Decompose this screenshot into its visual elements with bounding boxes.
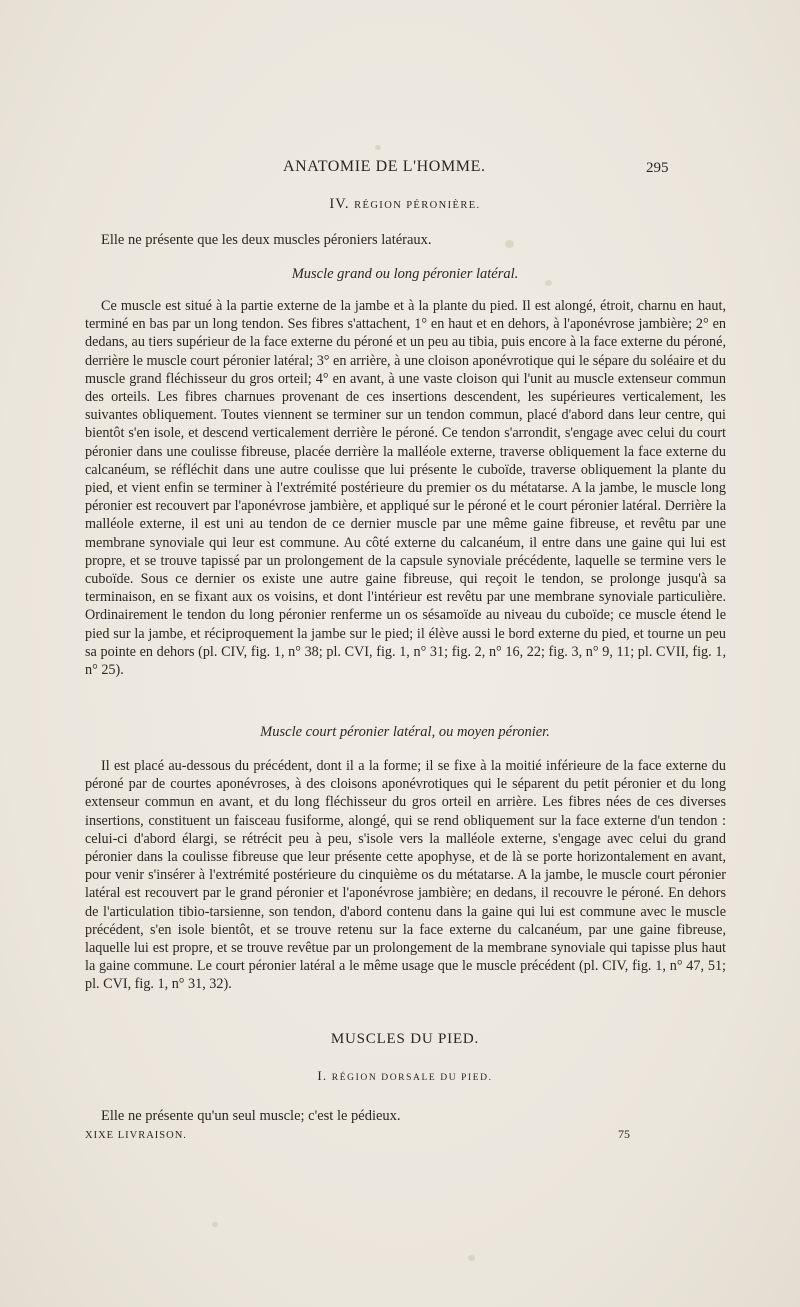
next-section-title: MUSCLES DU PIED. bbox=[330, 1031, 480, 1047]
page-footer bbox=[0, 1127, 800, 1147]
section-heading-short-peronier: Muscle court péronier latéral, ou moyen péronier. bbox=[260, 724, 550, 740]
foxing-spot bbox=[212, 1222, 218, 1227]
signature-mark: XIXE LIVRAISON. bbox=[85, 1130, 187, 1141]
foxing-spot bbox=[468, 1255, 475, 1261]
region-heading bbox=[85, 196, 725, 213]
section-heading-long-peronier: Muscle grand ou long péronier latéral. bbox=[291, 266, 519, 282]
subsection-intro: Elle ne présente qu'un seul muscle; c'est le pédieux. bbox=[101, 1108, 401, 1124]
region-intro: Elle ne présente que les deux muscles péroniers latéraux. bbox=[101, 232, 432, 248]
subsection-heading bbox=[85, 1068, 725, 1084]
subsection-numeral: I. bbox=[317, 1068, 328, 1083]
running-title: ANATOMIE DE L'HOMME. bbox=[283, 158, 486, 175]
section-body-long-peronier: Ce muscle est situé à la partie externe de la jambe et à la plante du pied. Il est alongé, étroit, charnu en haut, terminé en bas par un long tendon. Ses fibres s'attachent, 1° en haut et en dehors, à l'aponévrose jambière; 2° en dedans, au tiers supérieur de la face externe du péroné et un peu au tibia, puis encore à la face externe du péroné, derrière le muscle court péronier latéral; 3° en arrière, à une cloison aponévrotique qui le sépare du soléaire et du muscle grand fléchisseur du gros orteil; 4° en avant, à une vaste cloison qui l'unit au muscle extenseur commun des orteils. Les fibres charnues provenant de ces insertions descendent, les supérieures verticalement, les suivantes obliquement. Toutes viennent se terminer sur un tendon commun, placé d'abord dans leur centre, qui bientôt s'en isole, et descend verticalement derrière le péroné. Ce tendon s'arrondit, s'engage avec celui du court péronier dans une coulisse fibreuse, placée derrière la malléole externe, traverse obliquement la face externe du calcanéum, se réfléchit dans une autre coulisse que lui présente le cuboïde, traverse obliquement la plante du pied, et vient enfin se terminer à l'extrémité postérieure du premier os du métatarse. A la jambe, le muscle long péronier est recouvert par l'aponévrose jambière, et appliqué sur le péroné et le court péronier latéral. Derrière la malléole externe, il est uni au tendon de ce dernier muscle par une même gaine fibreuse, et revêtu par une membrane synoviale qui leur est commune. Au côté externe du calcanéum, il entre dans une gaine qui lui est propre, et se trouve tapissé par un prolongement de la capsule synoviale précédente, laquelle se termine vers le cuboïde. Sous ce dernier os existe une autre gaine fibreuse, qui reçoit le tendon, se prolonge jusqu'à sa terminaison, en se fixant aux os voisins, et dont l'intérieur est revêtu par une membrane synoviale particulière. Ordinairement le tendon du long péronier renferme un os sésamoïde au niveau du cuboïde; ce muscle étend le pied sur la jambe, et réciproquement la jambe sur le pied; il élève aussi le bord externe du pied, et tourne un peu sa pointe en dehors (pl. CIV, fig. 1, n° 38; pl. CVI, fig. 1, n° 31; fig. 2, n° 16, 22; fig. 3, n° 9, 11; pl. CVII, fig. 1, n° 25). bbox=[85, 298, 726, 679]
region-title: RÉGION PÉRONIÈRE. bbox=[354, 200, 481, 211]
signature-number: 75 bbox=[618, 1127, 630, 1141]
running-head bbox=[0, 158, 800, 182]
subsection-title: RÉGION DORSALE DU PIED. bbox=[331, 1073, 493, 1083]
page-number: 295 bbox=[646, 160, 669, 176]
foxing-spot bbox=[375, 145, 381, 150]
section-body-short-peronier: Il est placé au-dessous du précédent, dont il a la forme; il se fixe à la moitié inférieure de la face externe du péroné par de courtes aponévroses, à des cloisons aponévrotiques qui le séparent du petit péronier et du long extenseur commun en avant, et du long fléchisseur du gros orteil en arrière. Les fibres nées de ces diverses insertions, constituent un faisceau fusiforme, alongé, qui se rend obliquement sur la face externe d'un tendon : celui-ci d'abord élargi, se rétrécit peu à peu, s'isole vers la malléole externe, s'engage avec celui du grand péronier dans la coulisse fibreuse que leur présente cette apophyse, et de là se porte horizontalement en avant, pour venir s'insérer à l'extrémité postérieure du cinquième os du métatarse. A la jambe, le muscle court péronier latéral est recouvert par le grand péronier et l'aponévrose jambière; en dedans, il recouvre le péroné. En dehors de l'articulation tibio-tarsienne, son tendon, d'abord contenu dans la gaine qui lui est commune avec le muscle précédent, s'en isole bientôt, et se trouve retenu sur la face externe du calcanéum, par une gaine fibreuse, laquelle lui est propre, et se trouve revêtue par un prolongement de la membrane synoviale qui tapisse plus haut la gaine commune. Le court péronier latéral a le même usage que le muscle précédent (pl. CIV, fig. 1, n° 47, 51; pl. CVI, fig. 1, n° 31, 32). bbox=[85, 758, 726, 993]
region-numeral: IV. bbox=[329, 196, 350, 212]
